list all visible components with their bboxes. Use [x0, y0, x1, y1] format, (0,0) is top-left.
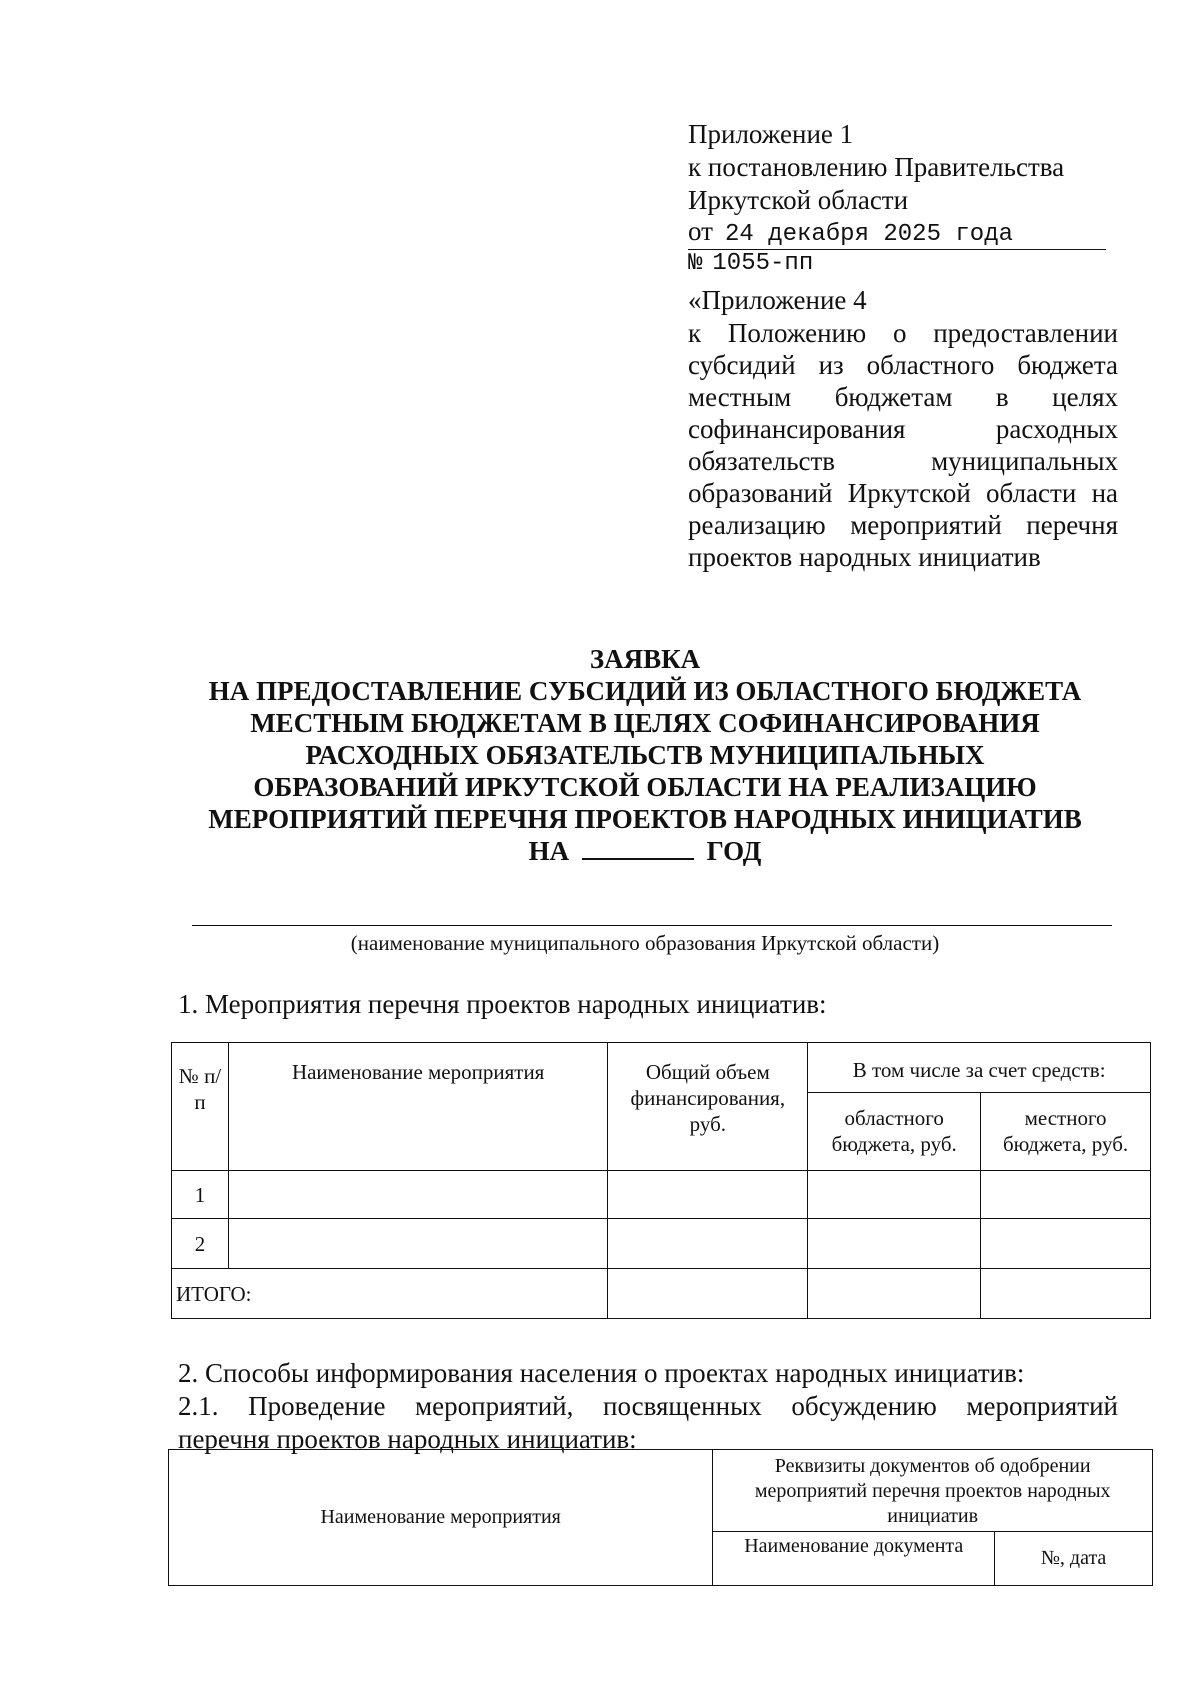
total-label: ИТОГО: — [172, 1269, 608, 1319]
municipality-caption: (наименование муниципального образования Иркутской области) — [350, 931, 940, 955]
appendix-line: проектов народных инициатив — [688, 542, 1041, 572]
table-cell[interactable] — [981, 1269, 1151, 1319]
row-number: 2 — [172, 1219, 229, 1269]
year-blank — [582, 836, 694, 860]
title-line: МЕРОПРИЯТИЙ ПЕРЕЧНЯ ПРОЕКТОВ НАРОДНЫХ ИНИЦИАТИВ — [208, 804, 1082, 834]
title-line: ЗАЯВКА — [589, 644, 701, 674]
table-cell[interactable] — [228, 1219, 607, 1269]
municipality-blank-line — [192, 925, 1112, 926]
section-2-1-line-2: перечня проектов народных инициатив: — [178, 1424, 637, 1454]
appendix-4-text — [688, 317, 1118, 573]
col-name-header: Наименование мероприятия — [228, 1043, 607, 1171]
col-number-header: № п/п — [172, 1043, 229, 1171]
section-2-1-line-1: 2.1. Проведение мероприятий, посвященных обсуждению мероприятий — [178, 1391, 1118, 1421]
col-event-name-header: Наименование мероприятия — [169, 1450, 713, 1586]
title-line: НА ПРЕДОСТАВЛЕНИЕ СУБСИДИЙ ИЗ ОБЛАСТНОГО БЮДЖЕТА — [208, 676, 1082, 706]
appendix-line: обязательств муниципальных — [688, 446, 1118, 476]
number-value: 1055-пп — [712, 250, 814, 277]
region-line: Иркутской области — [688, 185, 909, 215]
appendix-line: субсидий из областного бюджета — [688, 350, 1118, 380]
title-line: МЕСТНЫМ БЮДЖЕТАМ В ЦЕЛЯХ СОФИНАНСИРОВАНИЯ — [250, 708, 1040, 738]
document-title — [150, 643, 1140, 867]
col-doc-number-header: №, дата — [995, 1532, 1153, 1586]
number-line — [688, 250, 813, 277]
col-regional-header: областного бюджета, руб. — [808, 1093, 981, 1171]
row-number: 1 — [172, 1171, 229, 1219]
year-suffix: ГОД — [706, 836, 762, 866]
table-cell[interactable] — [608, 1171, 808, 1219]
col-including-header: В том числе за счет средств: — [808, 1043, 1151, 1093]
discussion-table — [168, 1449, 1153, 1586]
table-cell[interactable] — [981, 1171, 1151, 1219]
resolution-line: к постановлению Правительства — [688, 152, 1065, 182]
table-cell[interactable] — [608, 1219, 808, 1269]
appendix-line: софинансирования расходных — [688, 414, 1118, 444]
date-value: 24 декабря 2025 года — [724, 221, 1013, 248]
appendix-line: образований Иркутской области на — [688, 478, 1118, 508]
table-cell[interactable] — [808, 1219, 981, 1269]
date-line — [688, 215, 1106, 250]
title-line: РАСХОДНЫХ ОБЯЗАТЕЛЬСТВ МУНИЦИПАЛЬНЫХ — [305, 740, 985, 770]
number-prefix: № — [688, 250, 703, 277]
appendix-line: реализацию мероприятий перечня — [688, 510, 1118, 540]
table-cell[interactable] — [608, 1269, 808, 1319]
date-prefix: от — [688, 216, 713, 246]
appendix-1-label: Приложение 1 — [688, 119, 854, 149]
title-line: ОБРАЗОВАНИЙ ИРКУТСКОЙ ОБЛАСТИ НА РЕАЛИЗАЦИЮ — [253, 772, 1037, 802]
table-cell[interactable] — [981, 1219, 1151, 1269]
col-total-header: Общий объем финансирования, руб. — [608, 1043, 808, 1171]
col-local-header: местного бюджета, руб. — [981, 1093, 1151, 1171]
table-cell[interactable] — [808, 1269, 981, 1319]
section-2-heading: 2. Способы информирования населения о проектах народных инициатив: — [178, 1358, 1025, 1388]
table-cell[interactable] — [228, 1171, 607, 1219]
appendix-line: к Положению о предоставлении — [688, 318, 1118, 348]
title-year-line — [150, 835, 1140, 867]
appendix-4-label: «Приложение 4 — [688, 285, 867, 315]
year-prefix: НА — [528, 836, 570, 866]
events-table — [171, 1042, 1151, 1319]
col-doc-name-header: Наименование документа — [713, 1532, 995, 1586]
col-requisites-header: Реквизиты документов об одобрении мероприятий перечня проектов народных инициатив — [713, 1450, 1153, 1532]
section-1-heading: 1. Мероприятия перечня проектов народных инициатив: — [178, 989, 827, 1019]
table-cell[interactable] — [808, 1171, 981, 1219]
appendix-line: местным бюджетам в целях — [688, 382, 1118, 412]
